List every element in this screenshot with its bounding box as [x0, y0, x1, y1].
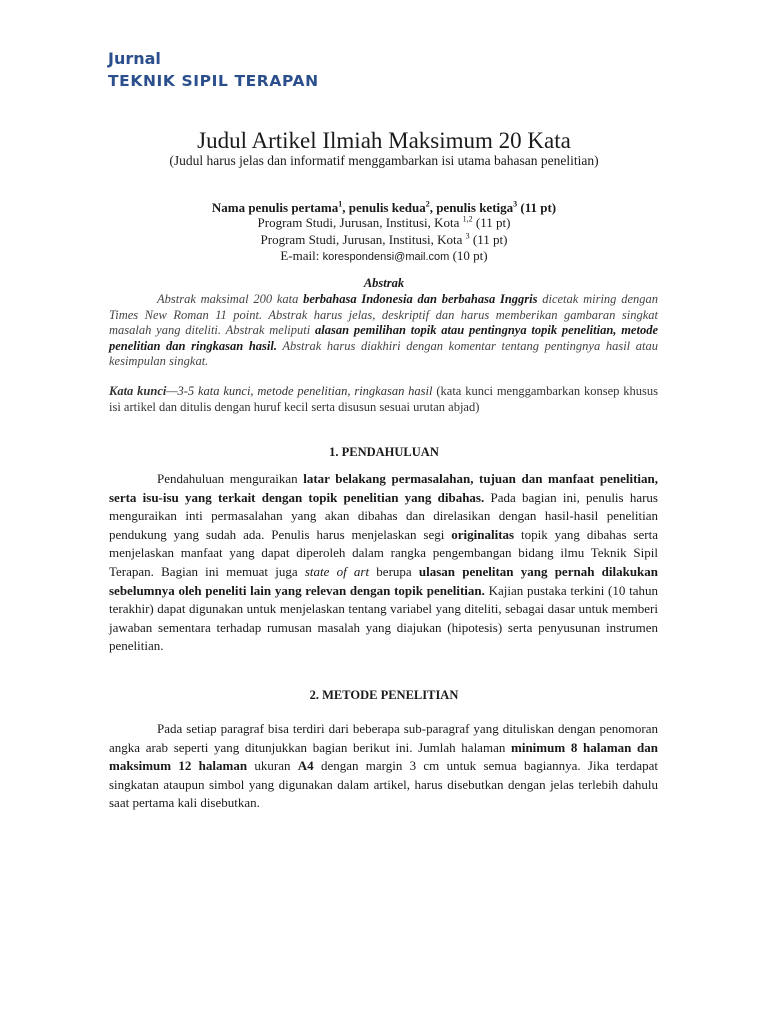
s1-text-5: Kajian pustaka terkini (10 tahun terakhir) dapat digunakan untuk menjelaskan tentang variabel yang diteliti, sebagai dasar untuk memberi jawaban sementara terhadap rumusan masalah yang diajukan (hipotesis) serta penyusunan instrumen penelitian.	[109, 582, 658, 654]
journal-name: TEKNIK SIPIL TERAPAN	[108, 72, 319, 90]
keywords-block	[109, 383, 658, 415]
s2-text-2: ukuran	[247, 758, 298, 774]
affiliation-2-mark: 3	[465, 231, 470, 241]
affiliation-1-size: (11 pt)	[472, 215, 511, 230]
journal-label: Jurnal	[108, 49, 161, 68]
author-size-note: (11 pt)	[517, 200, 557, 215]
abstract-text-3: Abstrak harus diakhiri dengan komentar tentang pentingnya hasil atau kesimpulan singkat.	[109, 338, 658, 368]
author-1-mark: 1	[338, 199, 343, 209]
email-label: E-mail:	[280, 248, 323, 263]
s2-text-1: Pada setiap paragraf bisa terdiri dari beberapa sub-paragraf yang dituliskan dengan penomoran angka arab seperti yang ditunjukkan bagian berikut ini. Jumlah halaman	[109, 721, 658, 755]
s1-bold-3: ulasan penelitan yang pernah dilakukan sebelumnya oleh peneliti lain yang relevan dengan topik penelitian.	[109, 563, 659, 598]
abstract-bold-1: berbahasa Indonesia dan berbahasa Inggris	[303, 292, 538, 306]
email-address: korespondensi@mail.com	[322, 251, 450, 263]
author-2: , penulis kedua	[342, 200, 426, 215]
abstract-text-2: dicetak miring dengan Times New Roman 11 point. Abstrak harus jelas, deskriptif dan harus memberikan gambaran singkat masalah yang diteliti. Abstrak meliputi	[109, 292, 658, 337]
section-2-paragraph	[109, 720, 658, 813]
affiliation-2-size: (11 pt)	[469, 232, 508, 247]
email-size: (10 pt)	[449, 248, 488, 263]
s1-bold-1: latar belakang permasalahan, tujuan dan manfaat penelitian, serta isu-isu yang terkait dengan topik penelitian yang dibahas.	[109, 471, 659, 505]
author-1: Nama penulis pertama	[211, 200, 339, 215]
affiliation-1-mark: 1,2	[462, 214, 473, 224]
s1-text-1: Pendahuluan menguraikan	[157, 471, 304, 486]
journal-header	[108, 48, 319, 92]
s1-text-4: berupa	[369, 563, 419, 579]
keywords-note: (kata kunci menggambarkan konsep khusus isi artikel dan ditulis dengan huruf kecil serta disusun sesuai urutan abjad)	[109, 384, 658, 414]
keywords-items: —3-5 kata kunci, metode penelitian, ringkasan hasil	[166, 384, 433, 398]
s1-text-3: topik yang dibahas serta menjelaskan manfaat yang dapat diperoleh dalam rangka pengembangan bidang ilmu Teknik Sipil Terapan. Bagian ini memuat juga	[109, 526, 658, 579]
section-2-heading: 2. METODE PENELITIAN	[309, 688, 459, 702]
keywords-label: Kata kunci	[109, 384, 167, 398]
abstract-text-1: Abstrak maksimal 200 kata	[157, 292, 304, 306]
email-line	[0, 248, 768, 265]
author-2-mark: 2	[425, 199, 430, 209]
section-1-paragraph	[109, 470, 658, 656]
s1-italic-1: state of art	[304, 563, 370, 579]
affiliation-2	[0, 232, 768, 248]
s2-bold-1: minimum 8 halaman dan maksimum 12 halaman	[109, 739, 658, 774]
s1-bold-2: originalitas	[451, 526, 515, 542]
s2-text-3: dengan margin 3 cm untuk semua bagiannya. Jika terdapat singkatan ataupun simbol yang digunakan dalam artikel, harus disebutkan dengan jelas terlebih dahulu saat pertama kali disebutkan.	[109, 758, 658, 811]
author-list	[0, 200, 768, 216]
article-title: Judul Artikel Ilmiah Maksimum 20 Kata	[197, 128, 571, 153]
section-1-heading: 1. PENDAHULUAN	[329, 445, 439, 459]
s2-bold-2: A4	[297, 758, 314, 774]
s1-text-2: Pada bagian ini, penulis harus menguraikan inti permasalahan yang akan dibahas dan direlasikan dengan hasil-hasil penelitian pendukung yang sudah ada. Penulis harus menjelaskan segi	[109, 489, 658, 542]
affiliation-1-text: Program Studi, Jurusan, Institusi, Kota	[257, 215, 463, 230]
author-3-mark: 3	[513, 199, 518, 209]
author-3: , penulis ketiga	[429, 200, 514, 215]
abstract-bold-2: alasan pemilihan topik atau pentingnya topik penelitian, metode penelitian dan ringkasan hasil.	[109, 323, 658, 353]
article-subtitle: (Judul harus jelas dan informatif menggambarkan isi utama bahasan penelitian)	[169, 153, 599, 168]
affiliation-2-text: Program Studi, Jurusan, Institusi, Kota	[260, 232, 466, 247]
affiliation-1	[0, 215, 768, 231]
abstract-heading: Abstrak	[363, 276, 405, 290]
abstract-body	[109, 292, 658, 370]
